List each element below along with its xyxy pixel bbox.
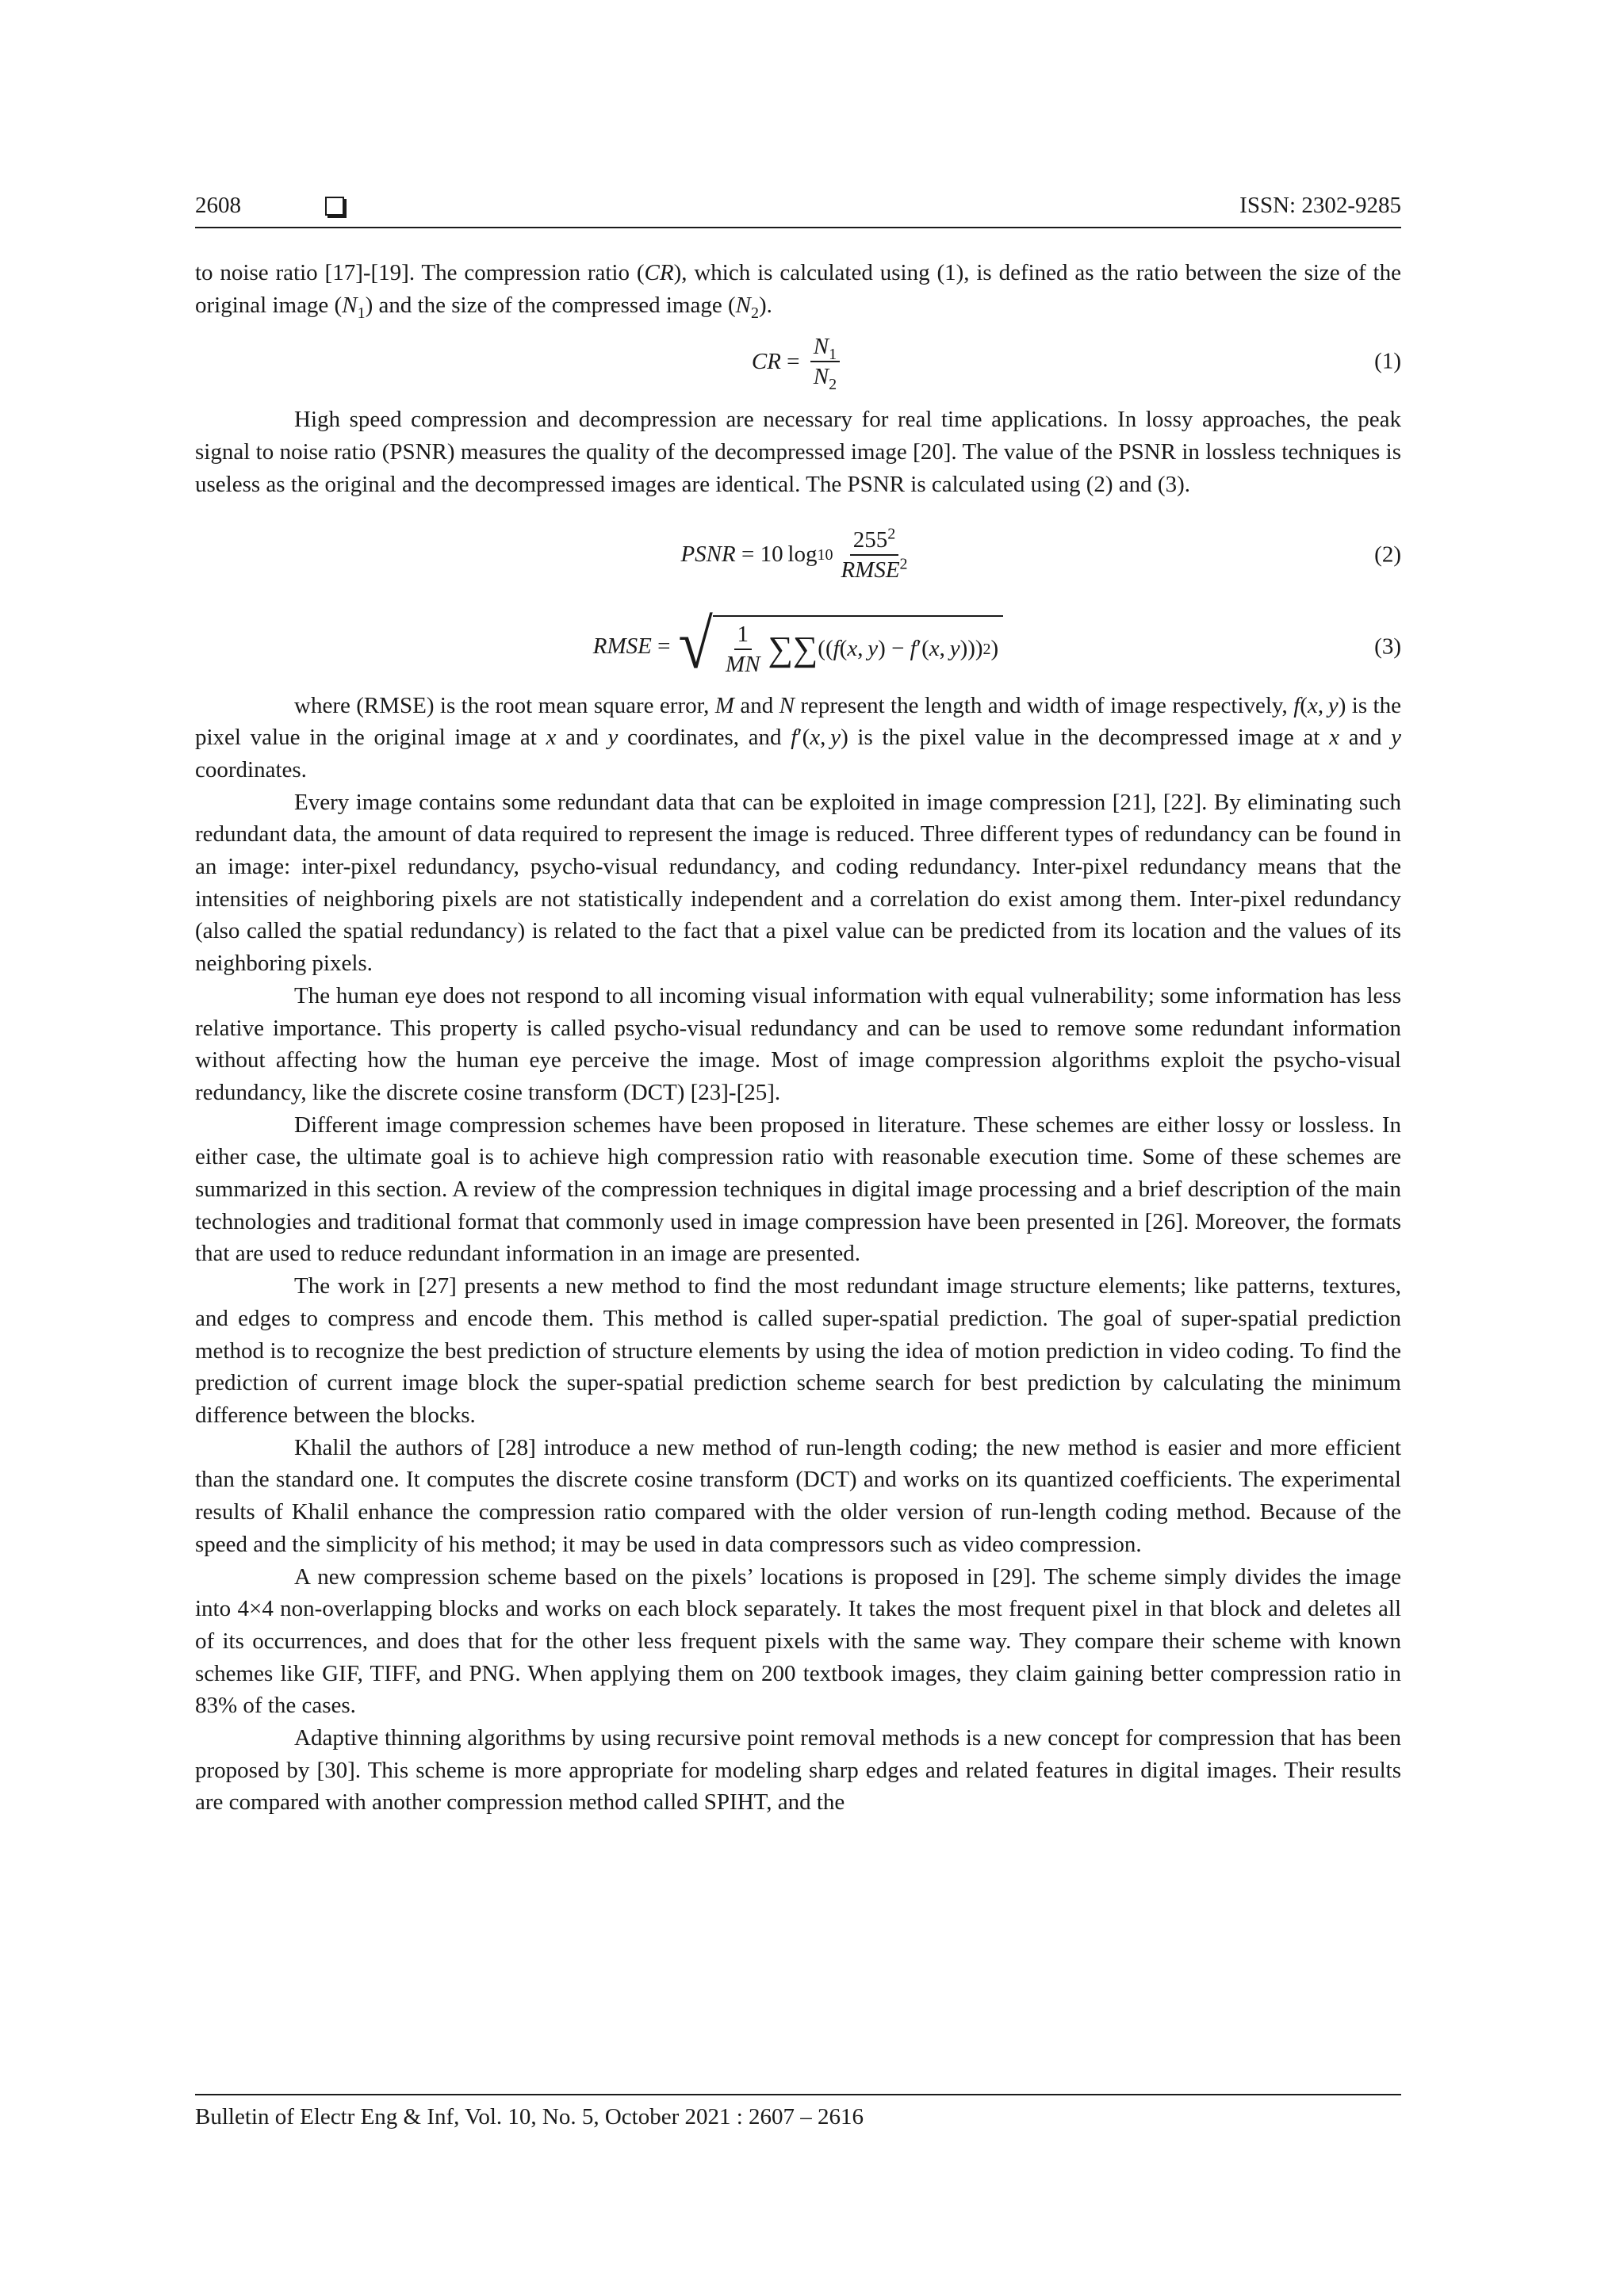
paragraph: where (RMSE) is the root mean square error, M and N represent the length and width of image respectively, f(x, y) is the pixel value in the original image at x and y coordinates, and f′(x, y) is the pixel value in the decompressed image at x and y coordinates. xyxy=(195,692,1402,783)
equation-2: PSNR = 10 log 10 $\frac{255^2}{RMSE^2}$ (2) xyxy=(680,524,1401,583)
paragraph: A new compression scheme based on the pixels’ locations is proposed in [29]. The scheme simply divides the image into 4×4 non-overlapping blocks and works on each block separately. It takes the most frequent pixel in that block and deletes all of its occurrences, and does that for the other less frequent pixels with the same way. They compare their scheme with known schemes like GIF, TIFF, and PNG. When applying them on 200 textbook images, they claim gaining better compression ratio in 83% of the cases. xyxy=(195,1563,1401,1719)
paragraph: High speed compression and decompression are necessary for real time applications. In lossy approaches, the peak signal to noise ratio (PSNR) measures the quality of the decompressed image [20]. The value of the PSNR in lossless techniques is useless as the original and the decompressed images are identical. The PSNR is calculated using (2) and (3). xyxy=(195,407,1401,497)
equation-3: RMSE = √ $\frac{1}{MN}$ ∑ ∑ (( f ( x , y ) − f ′( x , y ))) 2 ) (3) xyxy=(592,606,1401,683)
equation-number: (1) xyxy=(1374,349,1401,375)
paragraph: to noise ratio [17]-[19]. The compression ratio (CR), which is calculated using (1), is defined as the ratio between the size of the original image $(N_1)$ and the size of the compressed image $(N_2)$. xyxy=(195,260,1401,322)
paragraph: Khalil the authors of [28] introduce a new method of run-length coding; the new method is easier and more efficient than the standard one. It computes the discrete cosine transform (DCT) and works on its quantized coefficients. The experimental results of Khalil enhance the compression ratio compared with the older version of run-length coding method. Because of the speed and the simplicity of his method; it may be used in data compressors such as video compression. xyxy=(195,1434,1401,1557)
paragraph: The work in [27] presents a new method to find the most redundant image structure elements; like patterns, textures, and edges to compress and encode them. This method is called super-spatial prediction. The goal of super-spatial prediction method is to recognize the best prediction of structure elements by using the idea of motion prediction in video coding. To find the prediction of current image block the super-spatial prediction scheme search for best prediction by calculating the minimum difference between the blocks. xyxy=(195,1273,1401,1428)
footer-rule xyxy=(195,2094,1401,2095)
issn: ISSN: 2302-9285 xyxy=(1239,193,1401,218)
journal-footer: Bulletin of Electr Eng & Inf, Vol. 10, No. 5, October 2021 : 2607 – 2616 xyxy=(195,2104,864,2130)
paragraph: Every image contains some redundant data that can be exploited in image compression [21], [22]. By eliminating such redundant data, the amount of data required to represent the image is reduced. Three different types of redundancy can be found in an image: inter-pixel redundancy, psycho-visual redundancy, and coding redundancy. Inter-pixel redundancy means that the intensities of neighboring pixels are not statistically independent and a correlation do exist among them. Inter-pixel redundancy (also called the spatial redundancy) is related to the fact that a pixel value can be predicted from its location and the values of its neighboring pixels. xyxy=(195,789,1401,977)
equation-1: CR = $\frac{N_1}{N_2}$ (1) xyxy=(751,334,1401,394)
header-rule xyxy=(195,227,1401,228)
equation-number: (3) xyxy=(1374,633,1401,660)
paragraph: Different image compression schemes have been proposed in literature. These schemes are either lossy or lossless. In either case, the ultimate goal is to achieve high compression ratio with reasonable execution time. Some of these schemes are summarized in this section. A review of the compression techniques in digital image processing and a brief description of the main technologies and traditional format that commonly used in image compression have been presented in [26]. Moreover, the formats that are used to reduce redundant information in an image are presented. xyxy=(195,1112,1401,1267)
paragraph: The human eye does not respond to all incoming visual information with equal vulnerability; some information has less relative importance. This property is called psycho-visual redundancy and can be used to remove some redundant information without affecting how the human eye perceive the image. Most of image compression algorithms exploit the psycho-visual redundancy, like the discrete cosine transform (DCT) [23]-[25]. xyxy=(195,982,1401,1105)
body-text xyxy=(195,257,1401,1819)
page-number: 2608 xyxy=(195,193,241,218)
paragraph: Adaptive thinning algorithms by using recursive point removal methods is a new concept for compression that has been proposed by [30]. This scheme is more appropriate for modeling sharp edges and related features in digital images. Their results are compared with another compression method called SPIHT, and the xyxy=(195,1725,1401,1816)
equation-number: (2) xyxy=(1374,541,1401,568)
box-icon xyxy=(325,197,344,216)
